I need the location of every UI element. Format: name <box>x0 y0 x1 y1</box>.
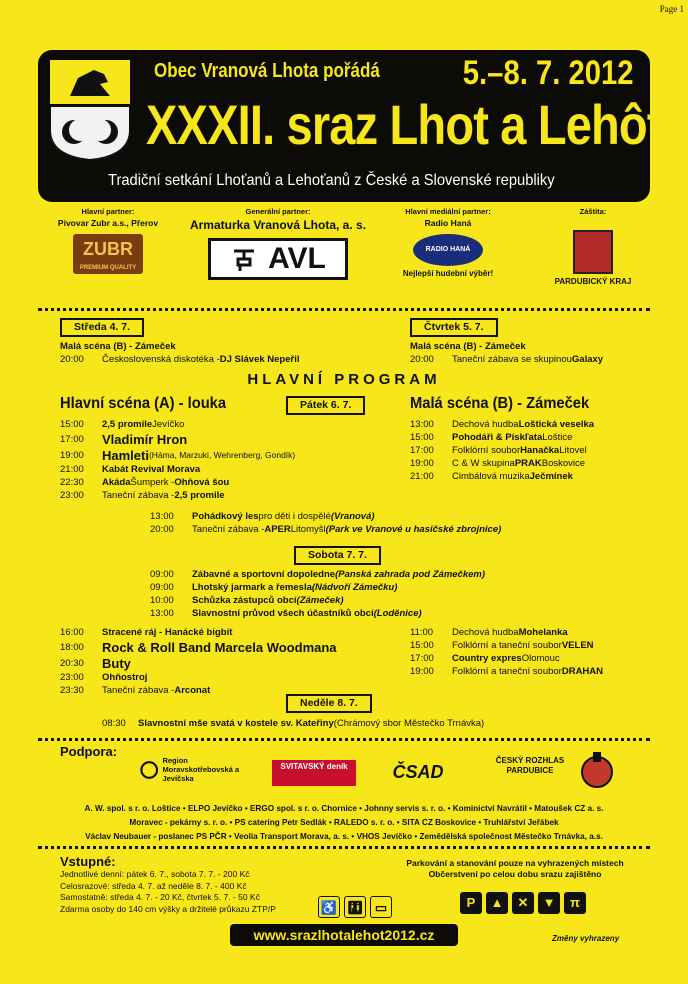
support-heading: Podpora: <box>60 744 118 759</box>
act-name: Schůzka zástupců obcí <box>192 595 297 606</box>
sponsor-line: A. W. spol. s r. o. Loštice • ELPO Jevíčko • ERGO spol. s r. o. Chornice • Johnny servis s. r. o. • Kominictví Navrátil • Matoušek CZ a. s. <box>84 804 604 813</box>
act-text-2: Litomyšl <box>290 524 326 535</box>
program-row <box>60 671 337 684</box>
day-thursday <box>410 318 603 366</box>
saturday-stage-b <box>410 626 603 678</box>
restaurant-icon: ✕ <box>512 892 534 914</box>
act-name: PRAK <box>514 458 542 469</box>
partner-radio-hana <box>383 207 513 278</box>
act-name: Kabát Revival Morava <box>102 464 201 475</box>
camping-icon: ▲ <box>486 892 508 914</box>
saturday-stage-a <box>60 626 337 697</box>
partner-name: Pivovar Zubr a.s., Přerov <box>57 218 159 228</box>
time: 13:00 <box>410 419 434 430</box>
entry-line: Celosrazové: středa 4. 7. až neděle 8. 7. - 400 Kč <box>60 880 247 891</box>
region-circle-icon <box>140 757 158 783</box>
time: 20:00 <box>60 354 84 365</box>
act-text: Taneční zábava - <box>102 685 175 696</box>
changes-reserved: Změny vyhrazeny <box>552 934 620 943</box>
sponsor-line: Moravec - pekárny s. r. o. • PS catering Petr Sedlák • RALEDO s. r. o. • SITA CZ Boskovice • Truhlářství Jeřábek <box>129 818 559 827</box>
program-row <box>410 431 594 444</box>
cesky-rozhlas-logo: ČESKÝ ROZHLAS PARDUBICE <box>495 756 565 775</box>
act-text: Jevíčko <box>152 419 185 430</box>
time: 09:00 <box>150 582 174 593</box>
venue: (Panská zahrada pod Zámečkem) <box>335 569 486 580</box>
entry-prices <box>60 869 276 915</box>
program-row <box>60 463 295 476</box>
program-row <box>60 447 295 463</box>
entry-heading: Vstupné: <box>60 854 116 869</box>
time: 23:00 <box>60 672 84 683</box>
time: 20:00 <box>150 524 174 535</box>
program-row <box>410 639 603 652</box>
program-row <box>150 523 501 536</box>
time: 16:00 <box>60 627 84 638</box>
organizer: Obec Vranová Lhota pořádá <box>154 60 380 82</box>
time: 20:30 <box>60 657 84 669</box>
stage-b-heading: Malá scéna (B) - Zámeček <box>410 395 590 412</box>
partner-caption: Generální partner: <box>245 207 311 216</box>
partner-caption: Záštita: <box>579 207 607 216</box>
day-tag: Čtvrtek 5. 7. <box>410 318 498 337</box>
stage-heading: Malá scéna (B) - Zámeček <box>410 341 526 352</box>
time: 19:00 <box>410 666 434 677</box>
day-tag: Sobota 7. 7. <box>294 546 381 565</box>
tap-icon <box>230 245 258 273</box>
partner-caption: Hlavní mediální partner: <box>405 207 491 216</box>
program-row <box>60 476 295 489</box>
program-row <box>150 568 485 581</box>
picnic-icon: π <box>564 892 586 914</box>
program-row <box>150 594 485 607</box>
town-crest-icon <box>580 750 614 790</box>
act-text: Dechová hudba <box>452 627 519 638</box>
act-text: Folklórní a taneční soubor <box>452 666 562 677</box>
sponsor-line: Václav Neubauer - poslanec PS PČR • Veolia Transport Morava, a. s. • VHOS Jevíčko • Zemědělská společnost Městečko Trnávka, a.s. <box>85 832 603 841</box>
time: 18:00 <box>60 641 84 653</box>
act-name: 2,5 promile <box>102 419 153 430</box>
time: 15:00 <box>410 432 434 443</box>
program-row <box>60 353 300 366</box>
facility-icons-right <box>460 892 586 914</box>
act-name: Akáda <box>102 477 131 488</box>
main-program-heading: HLAVNÍ PROGRAM <box>247 371 441 388</box>
act-name: Stracené ráj - Hanácké bigbít <box>102 627 233 638</box>
program-row <box>410 444 594 457</box>
time: 19:00 <box>410 458 434 469</box>
time: 21:00 <box>60 464 84 475</box>
venue: (Park ve Vranové u hasičské zbrojnice) <box>325 524 502 535</box>
act-text: Taneční zábava - <box>192 524 265 535</box>
village-crest-icon <box>50 60 130 160</box>
zubr-logo-sub: PREMIUM QUALITY <box>79 265 137 271</box>
entry-line: Jednotlivé denní: pátek 6. 7., sobota 7. 7. - 200 Kč <box>60 869 250 879</box>
entry-line: Samostatně: středa 4. 7. - 20 Kč, čtvrtek 5. 7. - 50 Kč <box>60 892 260 902</box>
zubr-logo-text: ZUBR <box>83 239 133 259</box>
act-text: Cimbálová muzika <box>452 471 530 482</box>
svitavsky-denik-logo: SVITAVSKÝ deník <box>272 760 356 786</box>
csad-logo: ČSAD <box>392 762 444 782</box>
time: 15:00 <box>410 640 434 651</box>
program-row <box>410 418 594 431</box>
friday-other <box>150 510 501 536</box>
act-name: Mohelanka <box>518 627 568 638</box>
act-name: Zábavné a sportovní dopoledne <box>192 569 336 580</box>
program-row <box>60 626 337 639</box>
act-text: C & W skupina <box>452 458 515 469</box>
time: 23:00 <box>60 490 84 501</box>
zubr-logo-icon <box>73 234 143 274</box>
partner-pardubicky-kraj <box>538 207 648 286</box>
info-notice <box>370 858 660 880</box>
day-wednesday <box>60 318 300 366</box>
event-dates: 5.–8. 7. 2012 <box>463 54 634 92</box>
partners <box>38 207 650 303</box>
program-row <box>410 626 603 639</box>
act-name: Pohádkový les <box>192 511 259 522</box>
act-text: Dechová hudba <box>452 419 519 430</box>
time: 22:30 <box>60 477 84 488</box>
program-row <box>60 655 337 671</box>
time: 15:00 <box>60 419 84 430</box>
act-name: Arconat <box>174 685 211 696</box>
act-name: DRAHAN <box>561 666 604 677</box>
time: 11:00 <box>410 627 434 638</box>
program-row <box>60 489 295 502</box>
venue: (Vranová) <box>330 511 375 522</box>
program-row <box>410 665 603 678</box>
time: 23:30 <box>60 685 84 696</box>
act-text: Taneční zábava se skupinou <box>452 354 572 365</box>
page-number: Page 1 <box>659 4 684 14</box>
act-name: Country expres <box>452 653 522 664</box>
day-tag: Pátek 6. 7. <box>286 396 365 415</box>
act-name: Loštická veselka <box>518 419 595 430</box>
info-line: Parkování a stanování pouze na vyhrazených místech <box>406 858 624 868</box>
stage-heading: Malá scéna (B) - Zámeček <box>60 341 176 352</box>
sunday-tag-wrap <box>286 694 372 713</box>
region-logo-text: Region Moravskotřebovská a Jevíčska <box>162 756 240 783</box>
drinks-icon: ▼ <box>538 892 560 914</box>
time: 21:00 <box>410 471 434 482</box>
act-name: Hamleti <box>102 447 149 463</box>
day-tag: Středa 4. 7. <box>60 318 144 337</box>
stage-a-heading: Hlavní scéna (A) - louka <box>60 395 227 412</box>
venue: (Zámeček) <box>296 595 344 606</box>
header-banner <box>38 50 662 202</box>
act-text: Loštice <box>542 432 573 443</box>
sponsor-list <box>38 802 650 844</box>
program-row <box>150 510 501 523</box>
time: 19:00 <box>60 449 84 461</box>
facility-icons-left <box>318 896 392 918</box>
day-tag: Neděle 8. 7. <box>286 694 372 713</box>
venue: (Nádvoří Zámečku) <box>311 582 398 593</box>
saturday-tag-wrap <box>294 546 381 565</box>
partner-zubr <box>38 207 178 274</box>
program-row <box>60 431 295 447</box>
time: 09:00 <box>150 569 174 580</box>
time: 17:00 <box>410 445 434 456</box>
act-name: Ječmínek <box>529 471 573 482</box>
act-name: Pohodáři & Pískľata <box>452 432 543 443</box>
time: 20:00 <box>410 354 434 365</box>
time: 13:00 <box>150 511 174 522</box>
program-row <box>150 581 485 594</box>
divider <box>38 846 650 849</box>
program-row <box>410 353 603 366</box>
partner-name: Radio Haná <box>424 218 472 228</box>
program-row <box>410 652 603 665</box>
act-text: Šumperk - <box>130 477 175 488</box>
act-text: (Háma, Marzuki, Wehrenberg, Gondík) <box>148 449 296 460</box>
radio-hana-logo-icon: RADIO HANÁ <box>413 234 483 266</box>
act-text: Olomouc <box>521 653 560 664</box>
time: 13:00 <box>150 608 174 619</box>
partner-avl <box>178 207 378 280</box>
divider <box>38 308 650 311</box>
sunday-program <box>102 717 484 730</box>
act-text: (Chrámový sbor Městečko Trnávka) <box>333 718 485 729</box>
partner-name: PARDUBICKÝ KRAJ <box>554 277 632 286</box>
friday-tag-wrap <box>286 396 365 415</box>
pardubice-crest-icon <box>573 230 613 274</box>
program-row <box>60 418 295 431</box>
act-name: Hanačka <box>520 445 560 456</box>
time: 08:30 <box>102 718 126 729</box>
act-text: Taneční zábava - <box>102 490 175 501</box>
program-row <box>150 607 485 620</box>
act-name: Rock & Roll Band Marcela Woodmana <box>102 639 337 655</box>
partner-name: Armaturka Vranová Lhota, a. s. <box>189 218 367 232</box>
act-name-2: Ohňová šou <box>174 477 230 488</box>
divider <box>38 738 650 741</box>
act-text: Folklórní a taneční soubor <box>452 640 562 651</box>
time: 17:00 <box>60 433 84 445</box>
act-name: Slavnostní průvod všech účastníků obcí <box>192 608 374 619</box>
program-row <box>60 639 337 655</box>
avl-logo-text: AVL <box>268 242 326 275</box>
friday-stage-b <box>410 418 594 483</box>
venue: (Loděnice) <box>373 608 422 619</box>
act-name: Lhotský jarmark a řemesla <box>192 582 312 593</box>
program-row <box>410 470 594 483</box>
act-name: Galaxy <box>571 354 604 365</box>
act-text: Folklórní soubor <box>452 445 521 456</box>
time: 10:00 <box>150 595 174 606</box>
restroom-icon: 🚻︎ <box>344 896 366 918</box>
radio-slogan: Nejlepší hudební výběr! <box>402 269 494 278</box>
wheelchair-icon: ♿ <box>318 896 340 918</box>
act-text: Československá diskotéka - <box>102 354 220 365</box>
partner-caption: Hlavní partner: <box>81 207 135 216</box>
event-title: XXXII. sraz Lhot a Lehôt <box>146 93 662 156</box>
avl-logo-icon <box>208 238 348 280</box>
saturday-other <box>150 568 485 620</box>
act-name: Vladimír Hron <box>102 431 188 447</box>
act-name: Buty <box>102 655 131 671</box>
act-text-2: Litovel <box>559 445 587 456</box>
act-name: VELEN <box>561 640 594 651</box>
program-row <box>102 717 484 730</box>
bench-icon: ▭ <box>370 896 392 918</box>
act-name: DJ Slávek Nepeřil <box>219 354 300 365</box>
act-text: pro děti i dospělé <box>258 511 331 522</box>
act-name: 2,5 promile <box>174 490 225 501</box>
parking-icon: P <box>460 892 482 914</box>
time: 17:00 <box>410 653 434 664</box>
event-subtitle: Tradiční setkání Lhoťanů a Lehoťanů z České a Slovenské republiky <box>108 172 555 189</box>
act-name: APER <box>264 524 291 535</box>
act-name: Ohňostroj <box>102 672 148 683</box>
act-text-2: Boskovice <box>541 458 586 469</box>
act-name: Slavnostní mše svatá v kostele sv. Kateřiny <box>138 718 334 729</box>
info-line: Občerstvení po celou dobu srazu zajištěno <box>428 869 602 879</box>
friday-stage-a <box>60 418 295 502</box>
region-logo <box>140 756 260 783</box>
program-row <box>410 457 594 470</box>
website-link[interactable]: www.srazlhotalehot2012.cz <box>230 924 458 946</box>
entry-line: Zdarma osoby do 140 cm výšky a držitelé průkazu ZTP/P <box>60 903 276 914</box>
